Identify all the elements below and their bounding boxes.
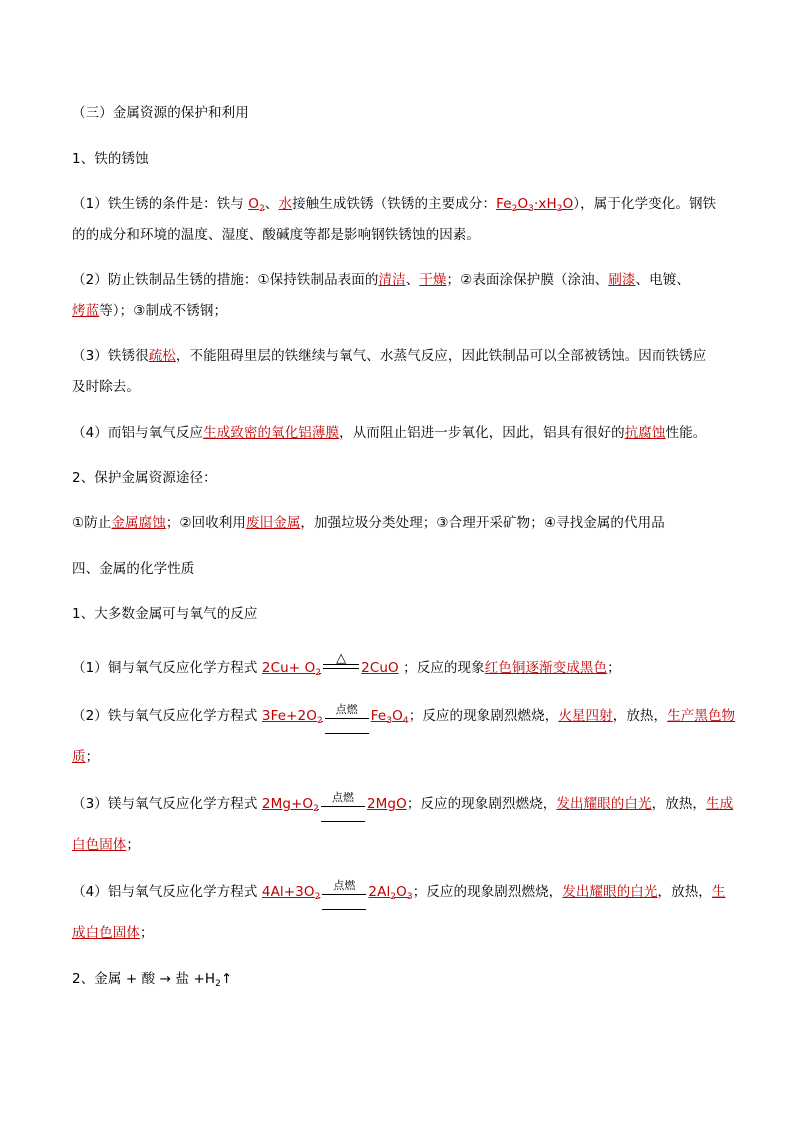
paragraph-rust-conditions: （1）铁生锈的条件是：铁与 $O_2$、水接触生成铁锈（铁锈的主要成分：$Fe_2O_3\cdot xH_2O$），属于化学变化。钢铁 — [72, 196, 717, 214]
paragraph-rust-prevention: （2）防止铁制品生锈的措施：①保持铁制品表面的清洁、干燥；②表面涂保护膜（涂油、刷漆、电镀、 — [72, 272, 690, 288]
reaction-magnesium-oxygen: （3）镁与氧气反应化学方程式 $2Mg+O_2$ 点燃 2MgO；反应的现象剧烈燃烧，发出耀眼的白光，放热，生成 — [72, 794, 733, 814]
section-title-metal-resources: （三）金属资源的保护和利用 — [72, 105, 249, 121]
blank-scrap-metal: 废旧金属 — [246, 515, 301, 531]
equation-magnesium-left: $2Mg+O_2$ — [261, 796, 319, 814]
paragraph-rust-loose: （3）铁锈很疏松，不能阻碍里层的铁继续与氧气、水蒸气反应，因此铁制品可以全部被锈蚀。因而铁锈应 — [72, 348, 707, 364]
ignition-condition: 点燃 — [325, 706, 369, 726]
equation-copper-left: $2Cu+ O_2$ — [261, 660, 322, 678]
heading-iron-rusting: 1、铁的锈蚀 — [72, 151, 149, 167]
heat-triangle-icon: △ — [336, 651, 347, 666]
blank-copper-phenomenon: 红色铜逐渐变成黑色 — [484, 660, 608, 676]
blank-white-solid: 生成 — [706, 796, 734, 812]
blank-clean: 清洁 — [378, 272, 406, 288]
equation-copper-right: 2CuO — [361, 660, 399, 676]
equation-iron-left: $3Fe+2O_2$ — [261, 708, 323, 726]
blank-oxygen: $O_2$ — [248, 196, 265, 214]
heading-protect-resources: 2、保护金属资源途径： — [72, 470, 217, 486]
reaction-aluminum-oxygen: （4）铝与氧气反应化学方程式 $4Al+3O_2$ 点燃 $2Al_2O_3$；反应的现象剧烈燃烧，发出耀眼的白光，放热，生 — [72, 882, 726, 902]
equation-magnesium-right: 2MgO — [366, 796, 407, 812]
blank-paint: 刷漆 — [608, 272, 636, 288]
heating-condition — [323, 651, 359, 678]
blank-metal-corrosion: 金属腐蚀 — [111, 515, 166, 531]
section-title-chemical-properties: 四、金属的化学性质 — [72, 561, 195, 577]
blank-white-light: 发出耀眼的白光 — [562, 884, 658, 900]
reaction-iron-oxygen-line2: 质； — [72, 749, 100, 765]
paragraph-protect-methods: ①防止金属腐蚀；②回收利用废旧金属，加强垃圾分类处理；③合理开采矿物；④寻找金属的代用品 — [72, 515, 665, 531]
equation-iron-right: $Fe_3O_4$ — [370, 708, 409, 726]
blank-white-light: 发出耀眼的白光 — [556, 796, 652, 812]
ignition-condition: 点燃 — [322, 882, 366, 902]
blank-rust-formula: $Fe_2O_3\cdot xH_2O$ — [496, 196, 574, 214]
blank-dry: 干燥 — [419, 272, 447, 288]
paragraph-aluminum-film: （4）而铝与氧气反应生成致密的氧化铝薄膜，从而阻止铝进一步氧化，因此，铝具有很好的抗腐蚀性能。 — [72, 425, 707, 441]
blank-bluing: 烤蓝 — [72, 303, 100, 319]
blank-white-solid: 生 — [711, 884, 726, 900]
heading-metal-acid: 2、金属 + 酸 → 盐 $+H_2↑$ — [72, 971, 233, 989]
paragraph-rust-loose-line2: 及时除去。 — [72, 379, 140, 395]
ignition-condition: 点燃 — [321, 794, 365, 814]
equation-aluminum-left: $4Al+3O_2$ — [261, 884, 321, 902]
paragraph-rust-conditions-line2: 的的成分和环境的温度、湿度、酸碱度等都是影响钢铁锈蚀的因素。 — [72, 227, 480, 243]
blank-oxide-film: 生成致密的氧化铝薄膜 — [203, 425, 340, 441]
blank-black-product: 生产黑色物 — [667, 708, 736, 724]
reaction-iron-oxygen: （2）铁与氧气反应化学方程式 $3Fe+2O_2$ 点燃 $Fe_3O_4$；反应的现象剧烈燃烧，火星四射，放热，生产黑色物 — [72, 706, 735, 726]
blank-corrosion-resistance: 抗腐蚀 — [624, 425, 666, 441]
heading-oxygen-reactions: 1、大多数金属可与氧气的反应 — [72, 606, 258, 622]
reaction-copper-oxygen: （1）铜与氧气反应化学方程式 $2Cu+ O_2$ △ 2CuO ；反应的现象红色铜逐渐变成黑色； — [72, 651, 621, 678]
blank-loose: 疏松 — [148, 348, 176, 364]
paragraph-rust-prevention-line2: 烤蓝等）；③制成不锈钢； — [72, 303, 228, 319]
equation-aluminum-right: $2Al_2O_3$ — [368, 884, 413, 902]
blank-water: 水 — [278, 196, 293, 212]
reaction-magnesium-oxygen-line2: 白色固体； — [72, 837, 141, 853]
blank-sparks: 火星四射 — [558, 708, 613, 724]
reaction-aluminum-oxygen-line2: 成白色固体； — [72, 925, 154, 941]
